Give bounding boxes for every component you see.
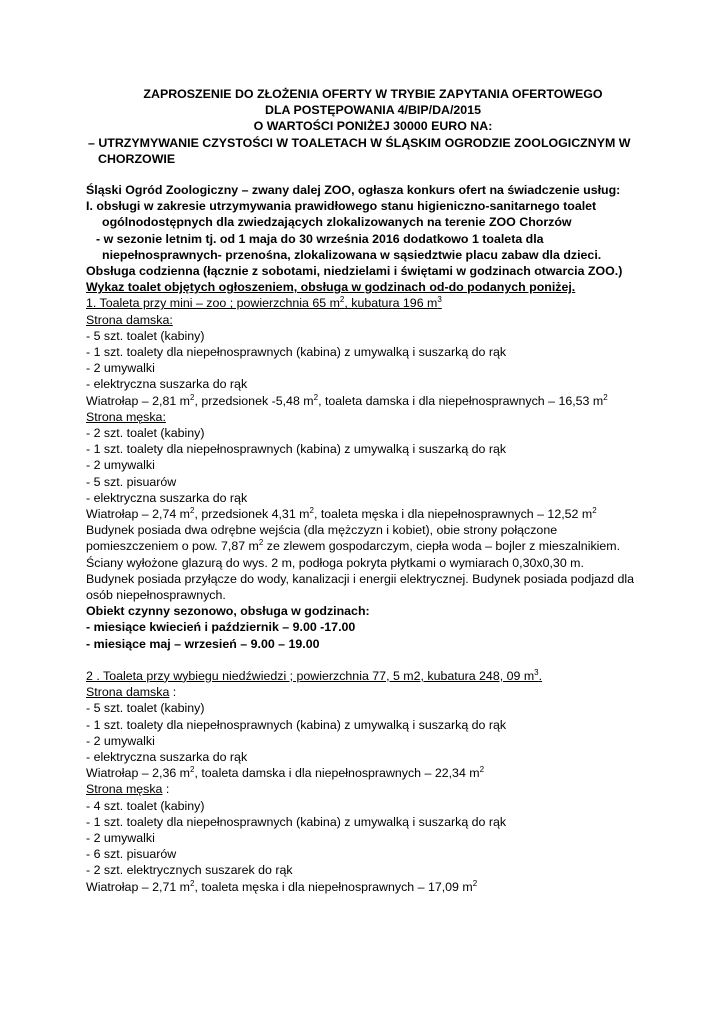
section-label: Strona damska	[86, 685, 170, 700]
superscript: 2	[190, 392, 195, 402]
toilet-1-women-label: Strona damska:	[86, 312, 173, 327]
toilet-1-hours: - miesiące maj – wrzesień – 9.00 – 19.00	[86, 636, 320, 651]
area-text: Wiatrołap – 2,71 m	[86, 879, 190, 894]
list-item: - 1 szt. toalety dla niepełnosprawnych (kabina) z umywalką i suszarką do rąk	[86, 717, 507, 732]
intro-paragraph: Śląski Ogród Zoologiczny – zwany dalej ZOO, ogłasza konkurs ofert na świadczenie usług:	[86, 183, 621, 197]
toilet-1-men-area	[86, 506, 656, 522]
list-item: - elektryczna suszarka do rąk	[86, 749, 248, 764]
area-text: , przedsionek -5,48 m	[194, 393, 314, 408]
area-text: , przedsionek 4,31 m	[194, 507, 310, 522]
service-item-1-summer-cont: niepełnosprawnych- przenośna, zlokalizowana w sąsiedztwie placu zabaw dla dzieci.	[102, 247, 602, 262]
list-item: - 2 szt. toalet (kabiny)	[86, 426, 205, 441]
area-text: , toaleta damska i dla niepełnosprawnych – 16,53 m	[318, 393, 604, 408]
list-item: - 2 szt. elektrycznych suszarek do rąk	[86, 863, 293, 878]
superscript: 2	[190, 878, 195, 888]
service-item-1-summer: - w sezonie letnim tj. od 1 maja do 30 września 2016 dodatkowo 1 toaleta dla	[96, 231, 544, 246]
toilet-2-men-area	[86, 879, 656, 895]
toilet-1-heading-text: 1. Toaleta przy mini – zoo ; powierzchnia 65 m	[86, 296, 340, 311]
list-item: - 6 szt. pisuarów	[86, 847, 177, 862]
superscript: 3	[437, 295, 442, 305]
toilet-1-heading	[86, 295, 656, 311]
title-line-1: ZAPROSZENIE DO ZŁOŻENIA OFERTY W TRYBIE ZAPYTANIA OFERTOWEGO	[143, 87, 603, 101]
toilet-1-description: Ściany wyłożone glazurą do wys. 2 m, podłoga pokryta płytkami o wymiarach 0,30x0,30 m.	[86, 555, 584, 570]
superscript: 3	[534, 667, 539, 677]
toilet-1-hours-title: Obiekt czynny sezonowo, obsługa w godzinach:	[86, 604, 370, 619]
toilet-1-heading-volume: , kubatura 196 m	[344, 296, 438, 311]
list-item: - 1 szt. toalety dla niepełnosprawnych (kabina) z umywalką i suszarką do rąk	[86, 345, 507, 360]
area-text: , toaleta męska i dla niepełnosprawnych – 17,09 m	[194, 879, 473, 894]
list-item: - 2 umywalki	[86, 733, 155, 748]
superscript: 2	[190, 505, 195, 515]
title-line-4	[88, 135, 658, 167]
toilet-list-heading: Wykaz toalet objętych ogłoszeniem, obsługa w godzinach od-do podanych poniżej.	[86, 280, 576, 295]
toilet-1-description	[86, 538, 656, 554]
list-item: - 1 szt. toalety dla niepełnosprawnych (kabina) z umywalką i suszarką do rąk	[86, 442, 507, 457]
superscript: 2	[592, 505, 597, 515]
list-item: - 4 szt. toalet (kabiny)	[86, 798, 205, 813]
toilet-1-hours: - miesiące kwiecień i październik – 9.00 -17.00	[86, 620, 356, 635]
service-item-1: I. obsługi w zakresie utrzymywania prawidłowego stanu higieniczno-sanitarnego toalet	[86, 199, 597, 214]
list-item: - 5 szt. toalet (kabiny)	[86, 701, 205, 716]
section-colon: :	[162, 782, 170, 797]
list-item: - 5 szt. toalet (kabiny)	[86, 328, 205, 343]
superscript: 2	[309, 505, 314, 515]
document-title	[88, 86, 658, 167]
document-body	[86, 182, 656, 895]
toilet-1-description: osób niepełnosprawnych.	[86, 588, 226, 603]
toilet-1-description: Budynek posiada dwa odrębne wejścia (dla mężczyzn i kobiet), obie strony połączone	[86, 523, 558, 538]
toilet-2-men-label	[86, 781, 656, 797]
area-text: Wiatrołap – 2,36 m	[86, 766, 190, 781]
service-item-1-cont: ogólnodostępnych dla zwiedzających zlokalizowanych na terenie ZOO Chorzów	[102, 215, 572, 230]
section-colon: :	[169, 685, 177, 700]
toilet-1-description: Budynek posiada przyłącze do wody, kanalizacji i energii elektrycznej. Budynek posiada podjazd dla	[86, 571, 635, 586]
list-item: - 1 szt. toalety dla niepełnosprawnych (kabina) z umywalką i suszarką do rąk	[86, 814, 507, 829]
area-text: , toaleta damska i dla niepełnosprawnych – 22,34 m	[194, 766, 480, 781]
spacer	[86, 652, 656, 668]
area-text: Wiatrołap – 2,81 m	[86, 393, 190, 408]
daily-service-note: Obsługa codzienna (łącznie z sobotami, niedzielami i świętami w godzinach otwarcia ZOO.)	[86, 264, 623, 279]
description-text: ze zlewem gospodarczym, ciepła woda – bojler z mieszalnikiem.	[263, 539, 621, 554]
list-item: - 2 umywalki	[86, 361, 155, 376]
toilet-2-heading-end: .	[538, 668, 543, 683]
toilet-1-women-area	[86, 393, 656, 409]
list-item: - 2 umywalki	[86, 458, 155, 473]
toilet-1-men-label: Strona męska:	[86, 409, 166, 424]
superscript: 2	[479, 764, 485, 774]
superscript: 2	[603, 392, 608, 402]
title-line-3: O WARTOŚCI PONIŻEJ 30000 EURO NA:	[253, 119, 493, 134]
superscript: 2	[313, 392, 319, 402]
area-text: Wiatrołap – 2,74 m	[86, 507, 190, 522]
superscript: 2	[258, 538, 264, 548]
title-line-4b: CHORZOWIE	[98, 151, 176, 166]
list-item: - elektryczna suszarka do rąk	[86, 377, 248, 392]
list-item: - 5 szt. pisuarów	[86, 474, 177, 489]
section-label: Strona męska	[86, 782, 163, 797]
area-text: , toaleta męska i dla niepełnosprawnych – 12,52 m	[313, 507, 593, 522]
toilet-2-heading-text: 2 . Toaleta przy wybiegu niedźwiedzi ; powierzchnia 77, 5 m2, kubatura 248, 09 m	[86, 668, 535, 683]
superscript: 2	[339, 295, 345, 305]
toilet-2-heading	[86, 668, 656, 684]
toilet-2-women-label	[86, 684, 656, 700]
superscript: 2	[190, 764, 195, 774]
title-line-4a: – UTRZYMYWANIE CZYSTOŚCI W TOALETACH W ŚLĄSKIM OGRODZIE ZOOLOGICZNYM W	[88, 135, 631, 150]
description-text: pomieszczeniem o pow. 7,87 m	[86, 539, 259, 554]
toilet-2-women-area	[86, 765, 656, 781]
list-item: - elektryczna suszarka do rąk	[86, 490, 248, 505]
title-line-2: DLA POSTĘPOWANIA 4/BIP/DA/2015	[265, 103, 481, 118]
superscript: 2	[472, 878, 478, 888]
list-item: - 2 umywalki	[86, 830, 155, 845]
